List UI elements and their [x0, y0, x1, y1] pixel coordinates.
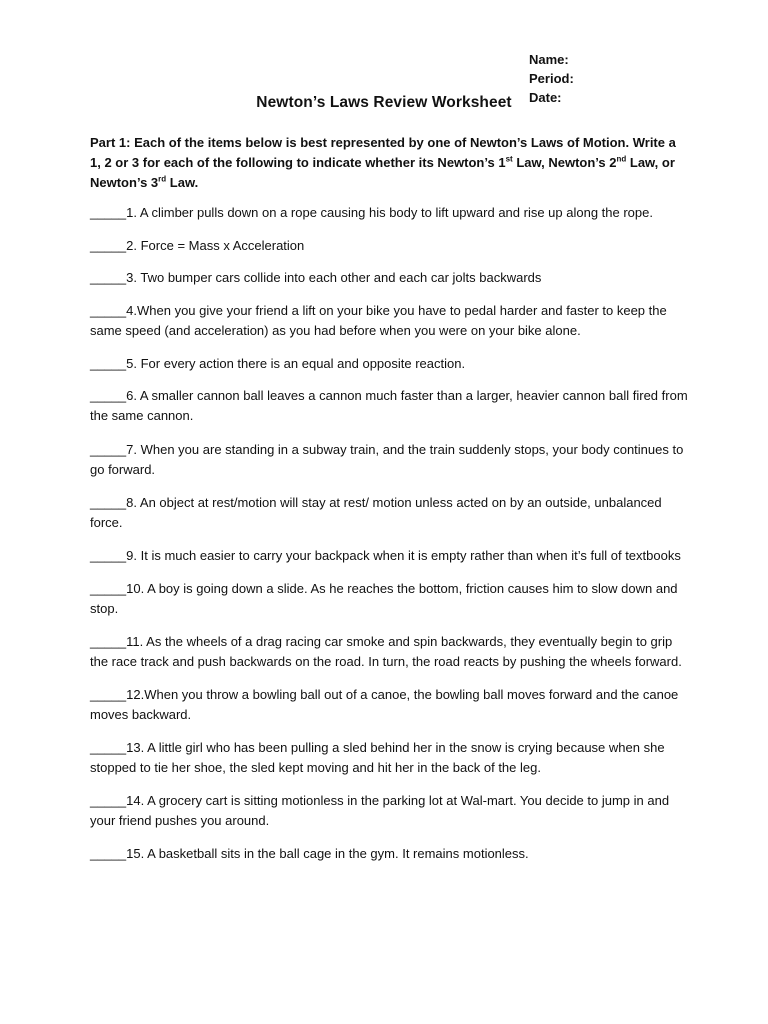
question-item	[90, 301, 688, 341]
question-item	[90, 738, 688, 778]
question-item	[90, 493, 688, 533]
answer-blank[interactable]: _____	[90, 548, 127, 563]
question-item	[90, 632, 688, 672]
instructions-text: Law.	[166, 175, 199, 190]
worksheet-title	[0, 94, 768, 112]
name-label: Name:	[529, 52, 569, 67]
question-text: 9. It is much easier to carry your backpack when it is empty rather than when it’s full of textbooks	[126, 548, 681, 563]
instructions-text: Part 1: Each of the items below is best represented by one of Newton’s Laws of Motion. Write a 1, 2 or 3 for each of the following to indicate whether its Newton’s 1	[90, 135, 676, 170]
answer-blank[interactable]: _____	[90, 634, 127, 649]
question-text: 3. Two bumper cars collide into each other and each car jolts backwards	[126, 270, 542, 285]
question-item	[90, 844, 688, 864]
question-text: 15. A basketball sits in the ball cage in the gym. It remains motionless.	[126, 846, 529, 861]
part-1-instructions	[90, 133, 688, 193]
question-text: 4.When you give your friend a lift on your bike you have to pedal harder and faster to keep the same speed (and acceleration) as you had before when you were on your bike alone.	[90, 303, 667, 338]
question-item	[90, 236, 688, 256]
question-text: 8. An object at rest/motion will stay at rest/ motion unless acted on by an outside, unbalanced force.	[90, 495, 662, 530]
answer-blank[interactable]: _____	[90, 356, 127, 371]
answer-blank[interactable]: _____	[90, 388, 127, 403]
question-text: 14. A grocery cart is sitting motionless in the parking lot at Wal-mart. You decide to jump in and your friend pushes you around.	[90, 793, 670, 828]
answer-blank[interactable]: _____	[90, 687, 127, 702]
answer-blank[interactable]: _____	[90, 846, 127, 861]
answer-blank[interactable]: _____	[90, 740, 127, 755]
superscript-rd: rd	[158, 174, 167, 184]
answer-blank[interactable]: _____	[90, 205, 127, 220]
question-text: 13. A little girl who has been pulling a sled behind her in the snow is crying because when she stopped to tie her shoe, the sled kept moving and hit her in the back of the leg.	[90, 740, 665, 775]
question-item	[90, 386, 688, 426]
answer-blank[interactable]: _____	[90, 270, 127, 285]
answer-blank[interactable]: _____	[90, 793, 127, 808]
answer-blank[interactable]: _____	[90, 495, 127, 510]
question-item	[90, 354, 688, 374]
question-item	[90, 203, 688, 223]
question-text: 7. When you are standing in a subway train, and the train suddenly stops, your body continues to go forward.	[90, 442, 684, 477]
question-item	[90, 791, 688, 831]
answer-blank[interactable]: _____	[90, 442, 127, 457]
question-text: 6. A smaller cannon ball leaves a cannon much faster than a larger, heavier cannon ball fired from the same cannon.	[90, 388, 688, 423]
question-item	[90, 546, 688, 566]
question-text: 11. As the wheels of a drag racing car smoke and spin backwards, they eventually begin to grip the race track and push backwards on the road. In turn, the road reacts by pushing the wheels forward.	[90, 634, 682, 669]
worksheet-title-text: Newton’s Laws Review Worksheet	[256, 94, 512, 111]
question-item	[90, 685, 688, 725]
instructions-text: Law, or Newton’s 3	[90, 155, 675, 190]
instructions-text: Law, Newton’s 2	[512, 155, 617, 170]
date-label: Date:	[529, 90, 562, 105]
answer-blank[interactable]: _____	[90, 303, 127, 318]
superscript-nd: nd	[616, 154, 627, 164]
answer-blank[interactable]: _____	[90, 581, 127, 596]
question-item	[90, 268, 688, 288]
question-item	[90, 440, 688, 480]
period-label: Period:	[529, 71, 574, 86]
question-text: 1. A climber pulls down on a rope causing his body to lift upward and rise up along the rope.	[126, 205, 653, 220]
question-item	[90, 579, 688, 619]
question-text: 2. Force = Mass x Acceleration	[126, 238, 305, 253]
superscript-st: st	[505, 154, 513, 164]
question-text: 5. For every action there is an equal and opposite reaction.	[126, 356, 466, 371]
answer-blank[interactable]: _____	[90, 238, 127, 253]
question-text: 10. A boy is going down a slide. As he reaches the bottom, friction causes him to slow down and stop.	[90, 581, 678, 616]
question-text: 12.When you throw a bowling ball out of a canoe, the bowling ball moves forward and the canoe moves backward.	[90, 687, 679, 722]
